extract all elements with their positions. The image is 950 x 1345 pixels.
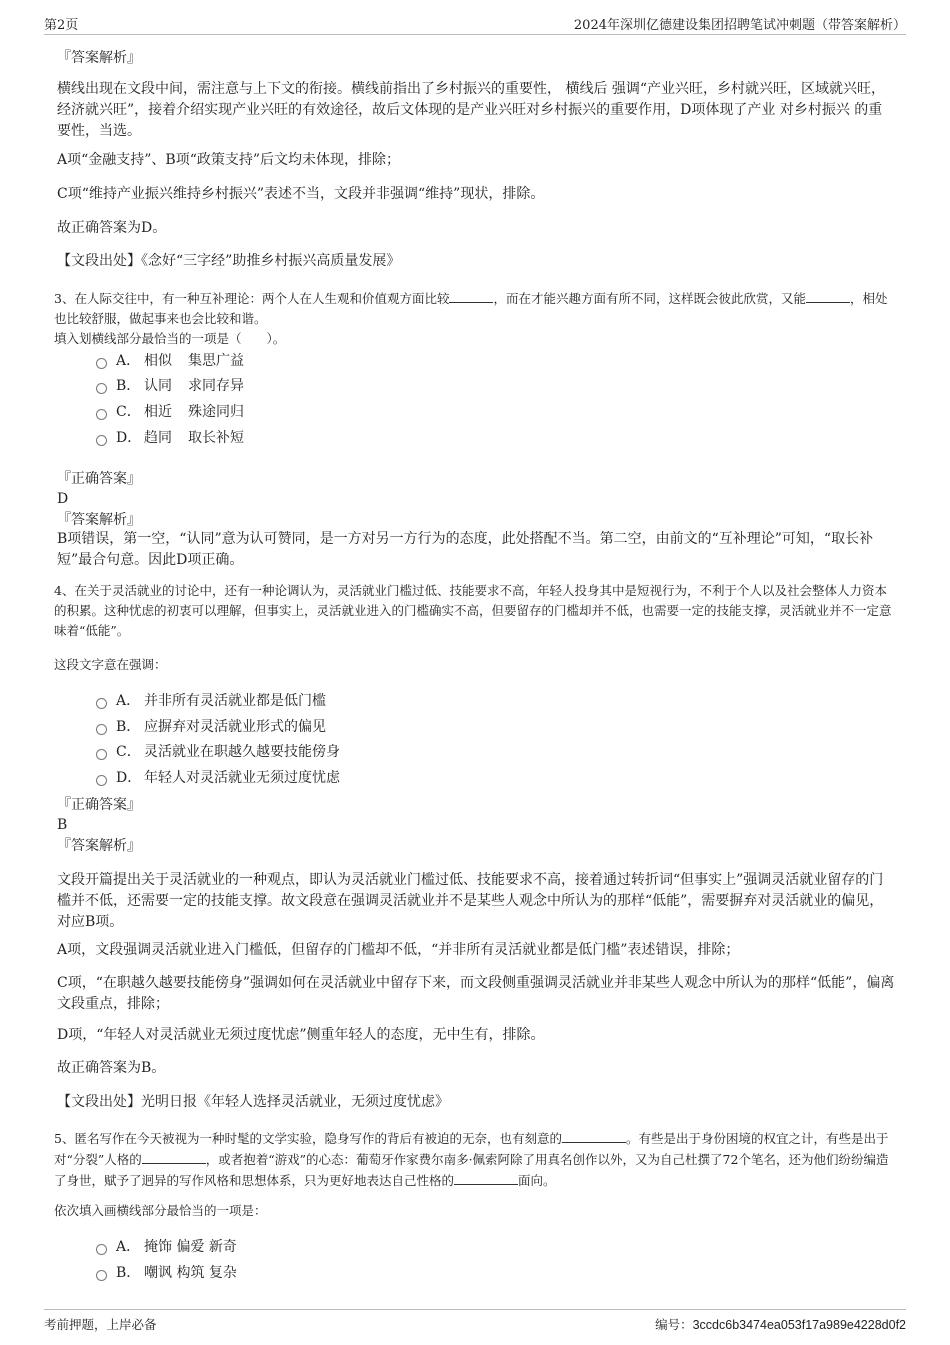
radio-icon[interactable] — [96, 724, 107, 735]
q4-analysis-p2: A项，文段强调灵活就业进入门槛低，但留存的门槛却不低，“并非所有灵活就业都是低门槛”表述错误，排除； — [57, 942, 740, 958]
q3-option-b[interactable]: B． 认同 求同存异 — [96, 375, 244, 397]
q2-analysis-p4: 故正确答案为D。 — [57, 220, 167, 236]
q4-option-b[interactable]: B． 应摒弃对灵活就业形式的偏见 — [96, 716, 326, 738]
document-title: 2024年深圳亿德建设集团招聘笔试冲刺题（带答案解析） — [573, 18, 906, 33]
q5-stem: 5、匿名写作在今天被视为一种时髦的文学实验，隐身写作的背后有被迫的无奈，也有刻意的 。有些是出于身份困境的权宜之计，有些是出于对“分裂”人格的 ，或者抱着“游戏”的心态：葡萄牙作家费尔南多·佩索阿除了用真名创作以外，又为自己杜撰了72个笔名，还为他们纷纷编造了身世，赋予了迥异的写作风格和思想体系，只为更好地表达自己性格的 面向。 — [54, 1128, 896, 1191]
q5-option-b[interactable]: B． 嘲讽 构筑 复杂 — [96, 1262, 237, 1284]
radio-icon[interactable] — [96, 383, 107, 394]
q2-analysis-p1: 横线出现在文段中间，需注意与上下文的衔接。横线前指出了乡村振兴的重要性， 横线后 强调“产业兴旺，乡村就兴旺，区域就兴旺，经济就兴旺”，接着介绍实现产业兴旺的有效途径，故后文体现的是产业兴旺对乡村振兴的重要作用，D项体现了产业 对乡村振兴 的重要性，当选。 — [57, 81, 886, 139]
q2-analysis-p2: A项“金融支持”、B项“政策支持”后文均未体现，排除； — [57, 152, 401, 168]
radio-icon[interactable] — [96, 358, 107, 369]
radio-icon[interactable] — [96, 775, 107, 786]
q4-analysis-p3: C项，“在职越久越要技能傍身”强调如何在灵活就业中留存下来，而文段侧重强调灵活就业并非某些人观念中所认为的那样“低能”，偏离文段重点，排除； — [57, 975, 895, 1012]
footer-slogan: 考前押题，上岸必备 — [44, 1317, 157, 1332]
q4-option-c[interactable]: C． 灵活就业在职越久越要技能傍身 — [96, 741, 340, 763]
q3-answer-label: 『正确答案』 — [57, 471, 141, 487]
q5-option-a[interactable]: A． 掩饰 偏爱 新奇 — [96, 1236, 237, 1258]
q3-stem: 3、在人际交往中，有一种互补理论：两个人在人生观和价值观方面比较 ，而在才能兴趣方面有所不同，这样既会彼此欣赏，又能 ，相处也比较舒服，做起事来也会比较和谐。 — [54, 288, 896, 329]
q5-blank-3 — [454, 1170, 518, 1185]
q4-answer-label: 『正确答案』 — [57, 797, 141, 813]
q4-analysis-p5: 故正确答案为B。 — [57, 1060, 166, 1076]
q3-prompt: 填入划横线部分最恰当的一项是（ ）。 — [54, 331, 286, 346]
radio-icon[interactable] — [96, 435, 107, 446]
q3-answer: D — [57, 491, 69, 507]
q4-option-a[interactable]: A． 并非所有灵活就业都是低门槛 — [96, 690, 326, 712]
q4-source: 【文段出处】光明日报《年轻人选择灵活就业，无须过度忧虑》 — [57, 1094, 449, 1110]
radio-icon[interactable] — [96, 1270, 107, 1281]
q2-analysis-p3: C项“维持产业振兴维持乡村振兴”表述不当，文段并非强调“维持”现状，排除。 — [57, 186, 545, 202]
radio-icon[interactable] — [96, 698, 107, 709]
radio-icon[interactable] — [96, 1244, 107, 1255]
radio-icon[interactable] — [96, 409, 107, 420]
q3-analysis: B项错误，第一空，“认同”意为认可赞同，是一方对另一方行为的态度，此处搭配不当。第二空，由前文的“互补理论”可知，“取长补短”最合句意。因此D项正确。 — [57, 531, 874, 568]
q4-answer: B — [57, 817, 68, 833]
q3-analysis-label: 『答案解析』 — [57, 512, 141, 528]
q2-analysis-label: 『答案解析』 — [57, 50, 141, 66]
q3-option-c[interactable]: C． 相近 殊途同归 — [96, 401, 244, 423]
q3-option-d[interactable]: D． 趋同 取长补短 — [96, 427, 244, 449]
q4-analysis-p1: 文段开篇提出关于灵活就业的一种观点，即认为灵活就业门槛过低、技能要求不高，接着通过转折词“但事实上”强调灵活就业留存的门槛并不低，还需要一定的技能支撑。故文段意在强调灵活就业并不是某些人观念中所认为的那样“低能”，需要摒弃对灵活就业的偏见，对应B项。 — [57, 872, 884, 930]
page-footer — [44, 1309, 906, 1338]
page-header — [44, 10, 906, 35]
q2-source: 【文段出处】《念好“三字经”助推乡村振兴高质量发展》 — [57, 253, 401, 269]
radio-icon[interactable] — [96, 749, 107, 760]
document-code: 编号：3ccdc6b3474ea053f17a989e4228d0f2 — [655, 1317, 906, 1332]
q3-blank-2 — [806, 288, 850, 303]
q4-option-d[interactable]: D． 年轻人对灵活就业无须过度忧虑 — [96, 767, 340, 789]
q3-option-a[interactable]: A． 相似 集思广益 — [96, 350, 244, 372]
q4-prompt: 这段文字意在强调： — [54, 657, 167, 672]
q5-prompt: 依次填入画横线部分最恰当的一项是： — [54, 1203, 267, 1218]
q3-blank-1 — [449, 288, 493, 303]
q4-analysis-p4: D项，“年轻人对灵活就业无须过度忧虑”侧重年轻人的态度，无中生有，排除。 — [57, 1027, 545, 1043]
q4-stem: 4、在关于灵活就业的讨论中，还有一种论调认为，灵活就业门槛过低、技能要求不高，年轻人投身其中是短视行为，不利于个人以及社会整体人力资本的积累。这种忧虑的初衷可以理解，但事实上，灵活就业进入的门槛确实不高，但要留存的门槛却并不低，也需要一定的技能支撑，灵活就业并不一定意味着“低能”。 — [54, 583, 892, 638]
page-number: 第2页 — [44, 18, 79, 33]
q4-analysis-label: 『答案解析』 — [57, 838, 141, 854]
q5-blank-1 — [562, 1128, 626, 1143]
q5-blank-2 — [142, 1149, 206, 1164]
